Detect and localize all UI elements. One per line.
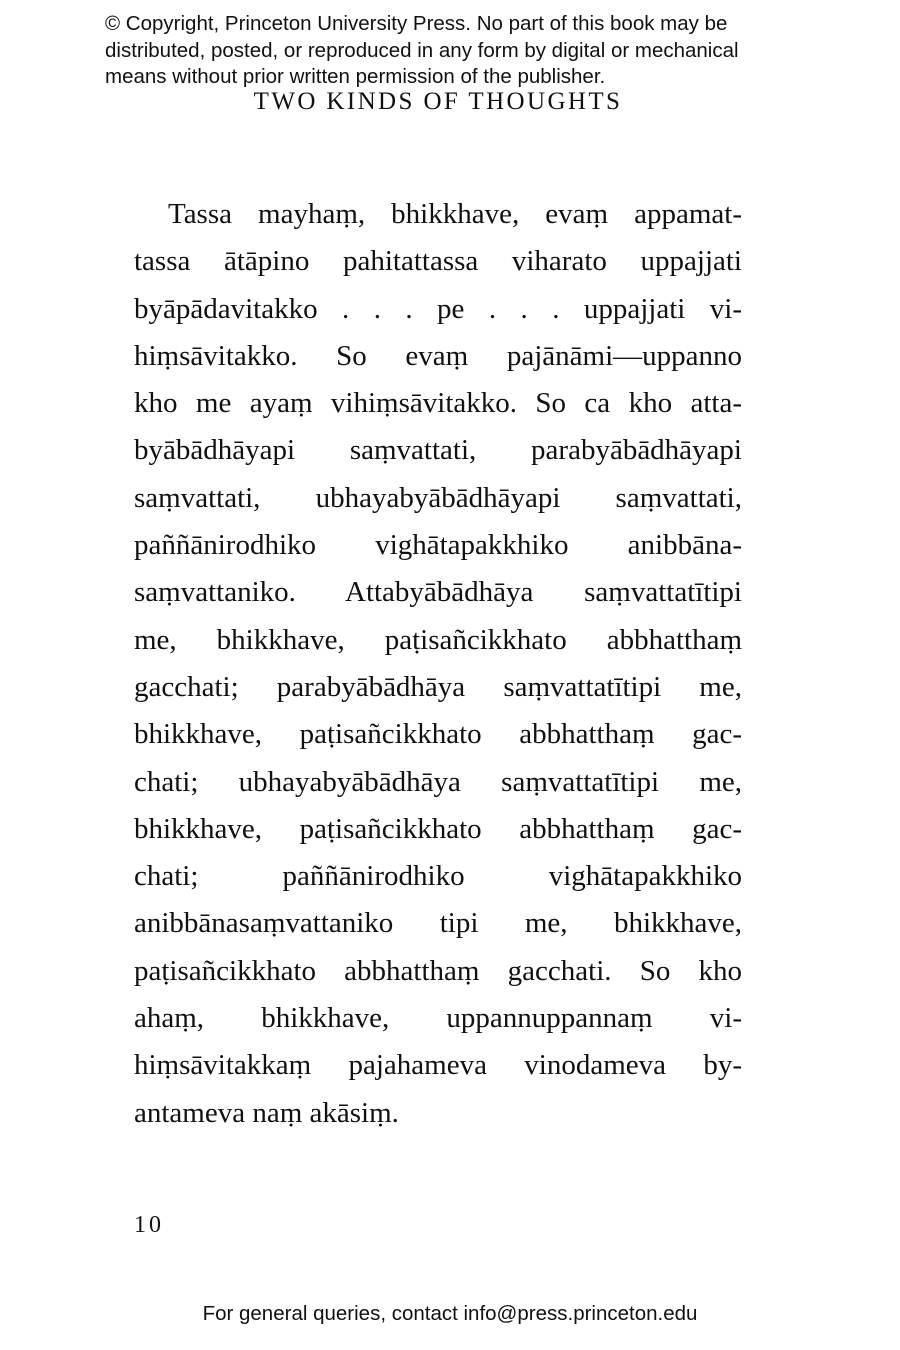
copyright-line: © Copyright, Princeton University Press. No part of this book may be <box>105 12 728 35</box>
text-line: saṃvattati, ubhayabyābādhāyapi saṃvattati, <box>134 481 742 514</box>
body-paragraph <box>134 191 742 1137</box>
text-line: me, bhikkhave, paṭisañcikkhato abbhatthaṃ <box>134 623 742 656</box>
running-head: TWO KINDS OF THOUGHTS <box>253 88 623 115</box>
text-line: Tassa mayhaṃ, bhikkhave, evaṃ appamat- <box>168 198 742 230</box>
text-line: gacchati; parabyābādhāya saṃvattatītipi me, <box>134 670 742 703</box>
text-line: kho me ayaṃ vihiṃsāvitakko. So ca kho atta- <box>134 387 742 420</box>
footer-contact: For general queries, contact info@press.princeton.edu <box>202 1302 698 1325</box>
text-line: ahaṃ, bhikkhave, uppannuppannaṃ vi- <box>134 1002 742 1035</box>
text-line: tassa ātāpino pahitattassa viharato uppajjati <box>134 245 742 278</box>
text-line: saṃvattaniko. Attabyābādhāya saṃvattatītipi <box>134 576 742 609</box>
text-line: byāpādavitakko . . . pe . . . uppajjati vi- <box>134 292 742 325</box>
text-line: bhikkhave, paṭisañcikkhato abbhatthaṃ gac- <box>134 812 742 845</box>
text-line: chati; paññānirodhiko vighātapakkhiko <box>134 860 742 893</box>
text-line: bhikkhave, paṭisañcikkhato abbhatthaṃ gac- <box>134 718 742 751</box>
text-line: anibbānasaṃvattaniko tipi me, bhikkhave, <box>134 907 742 940</box>
text-line: byābādhāyapi saṃvattati, parabyābādhāyapi <box>134 434 742 467</box>
copyright-notice <box>105 11 825 91</box>
copyright-line: distributed, posted, or reproduced in any form by digital or mechanical <box>105 38 739 62</box>
text-line: chati; ubhayabyābādhāya saṃvattatītipi me, <box>134 765 742 798</box>
page-number: 10 <box>134 1212 164 1238</box>
text-line: paṭisañcikkhato abbhatthaṃ gacchati. So kho <box>134 954 742 987</box>
text-line: antameva naṃ akāsiṃ. <box>134 1096 399 1129</box>
text-line: paññānirodhiko vighātapakkhiko anibbāna- <box>134 529 742 562</box>
text-line: hiṃsāvitakkaṃ pajahameva vinodameva by- <box>134 1049 742 1082</box>
text-line: hiṃsāvitakko. So evaṃ pajānāmi—uppanno <box>134 339 742 372</box>
copyright-line: means without prior written permission of the publisher. <box>105 65 606 88</box>
